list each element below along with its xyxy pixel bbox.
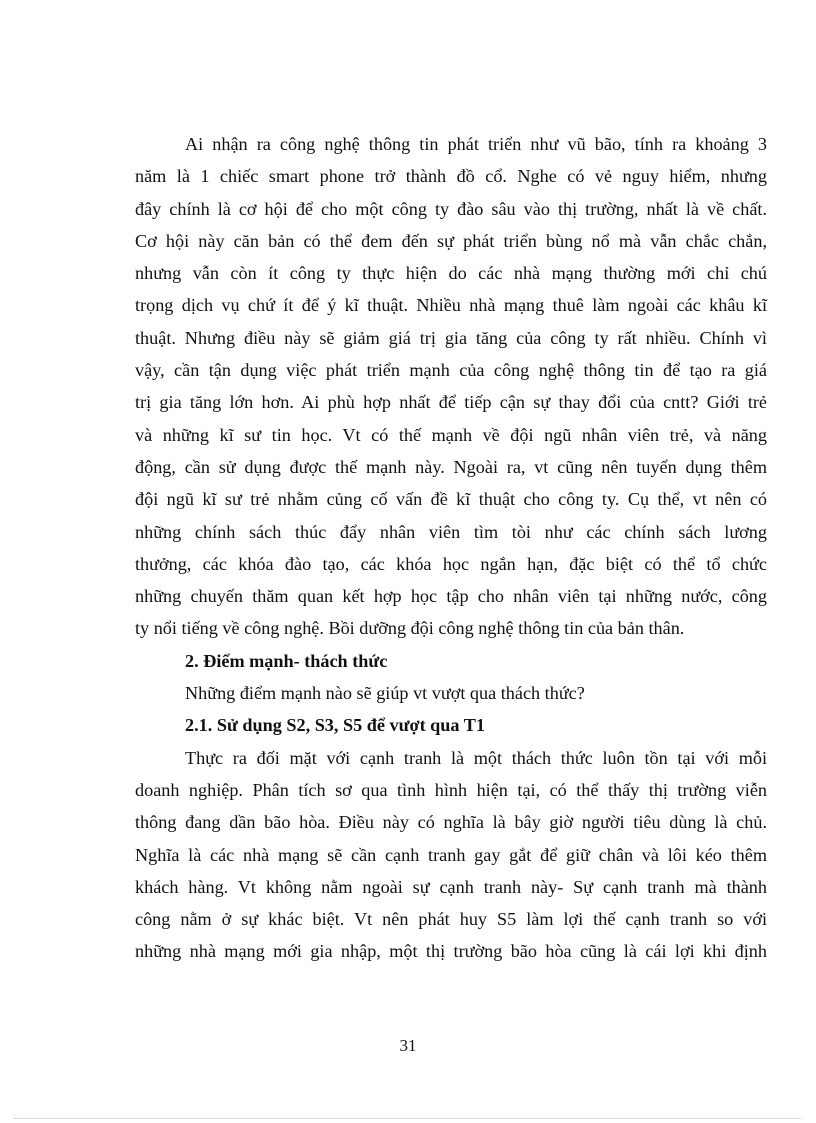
text-line: doanh nghiệp. Phân tích sơ qua tình hình hiện tại, có thể thấy thị trường viễn bbox=[135, 779, 767, 800]
question-line: Những điểm mạnh nào sẽ giúp vt vượt qua thách thức? bbox=[185, 683, 585, 704]
text-line: thưởng, các khóa đào tạo, các khóa học ngắn hạn, đặc biệt có thể tổ chức bbox=[135, 553, 767, 574]
text-line: động, cần sử dụng được thế mạnh này. Ngoài ra, vt cũng nên tuyển dụng thêm bbox=[135, 456, 767, 477]
text-line: trọng dịch vụ chứ ít để ý kĩ thuật. Nhiều nhà mạng thuê làm ngoài các khâu kĩ bbox=[135, 295, 767, 316]
paragraph-1 bbox=[135, 128, 767, 645]
text-line: năm là 1 chiếc smart phone trở thành đồ cổ. Nghe có vẻ nguy hiểm, nhưng bbox=[135, 166, 767, 187]
page-border-divider bbox=[14, 1118, 802, 1119]
text-line: Cơ hội này căn bản có thể đem đến sự phát triển bùng nổ mà vẫn chắc chắn, bbox=[135, 230, 767, 251]
text-line: thuật. Nhưng điều này sẽ giảm giá trị gia tăng của công ty rất nhiều. Chính vì bbox=[135, 327, 767, 348]
text-line: trị gia tăng lớn hơn. Ai phù hợp nhất để tiếp cận sự thay đổi của cntt? Giới trẻ bbox=[135, 392, 767, 413]
page-number: 31 bbox=[399, 1036, 417, 1055]
text-line: những chính sách thúc đẩy nhân viên tìm tòi như các chính sách lương bbox=[135, 521, 767, 542]
text-line: đội ngũ kĩ sư trẻ nhằm củng cố vấn đề kĩ thuật cho công ty. Cụ thể, vt nên có bbox=[135, 489, 767, 510]
text-line: vậy, cần tận dụng việc phát triển mạnh của công nghệ thông tin để tạo ra giá bbox=[135, 360, 767, 381]
text-line: Ai nhận ra công nghệ thông tin phát triển như vũ bão, tính ra khoảng 3 bbox=[185, 134, 767, 154]
text-line: những nhà mạng mới gia nhập, một thị trường bão hòa cũng là cái lợi khi định bbox=[135, 941, 767, 962]
text-line: nhưng vẫn còn ít công ty thực hiện do các nhà mạng thường mới chỉ chú bbox=[135, 263, 767, 284]
text-line: khách hàng. Vt không nằm ngoài sự cạnh tranh này- Sự cạnh tranh mà thành bbox=[135, 876, 767, 897]
text-line: ty nổi tiếng về công nghệ. Bồi dưỡng đội công nghệ thông tin của bản thân. bbox=[135, 618, 685, 639]
document-body bbox=[135, 128, 767, 968]
text-line: những chuyến thăm quan kết hợp học tập cho nhân viên tại những nước, công bbox=[135, 586, 767, 607]
text-line: Thực ra đối mặt với cạnh tranh là một thách thức luôn tồn tại với mỗi bbox=[185, 747, 767, 768]
text-line: và những kĩ sư tin học. Vt có thế mạnh về đội ngũ nhân viên trẻ, và năng bbox=[135, 424, 767, 445]
text-line: Nghĩa là các nhà mạng sẽ cần cạnh tranh gay gắt để giữ chân và lôi kéo thêm bbox=[135, 844, 767, 865]
text-line: thông đang dần bão hòa. Điều này có nghĩa là bây giờ người tiêu dùng là chủ. bbox=[135, 812, 767, 833]
section-heading-2-1: 2.1. Sử dụng S2, S3, S5 để vượt qua T1 bbox=[185, 715, 485, 736]
text-line: công nằm ở sự khác biệt. Vt nên phát huy S5 làm lợi thế cạnh tranh so với bbox=[135, 909, 767, 930]
section-heading-2: 2. Điểm mạnh- thách thức bbox=[185, 650, 388, 671]
paragraph-2 bbox=[135, 742, 767, 968]
text-line: đây chính là cơ hội để cho một công ty đào sâu vào thị trường, nhất là về chất. bbox=[135, 198, 767, 219]
